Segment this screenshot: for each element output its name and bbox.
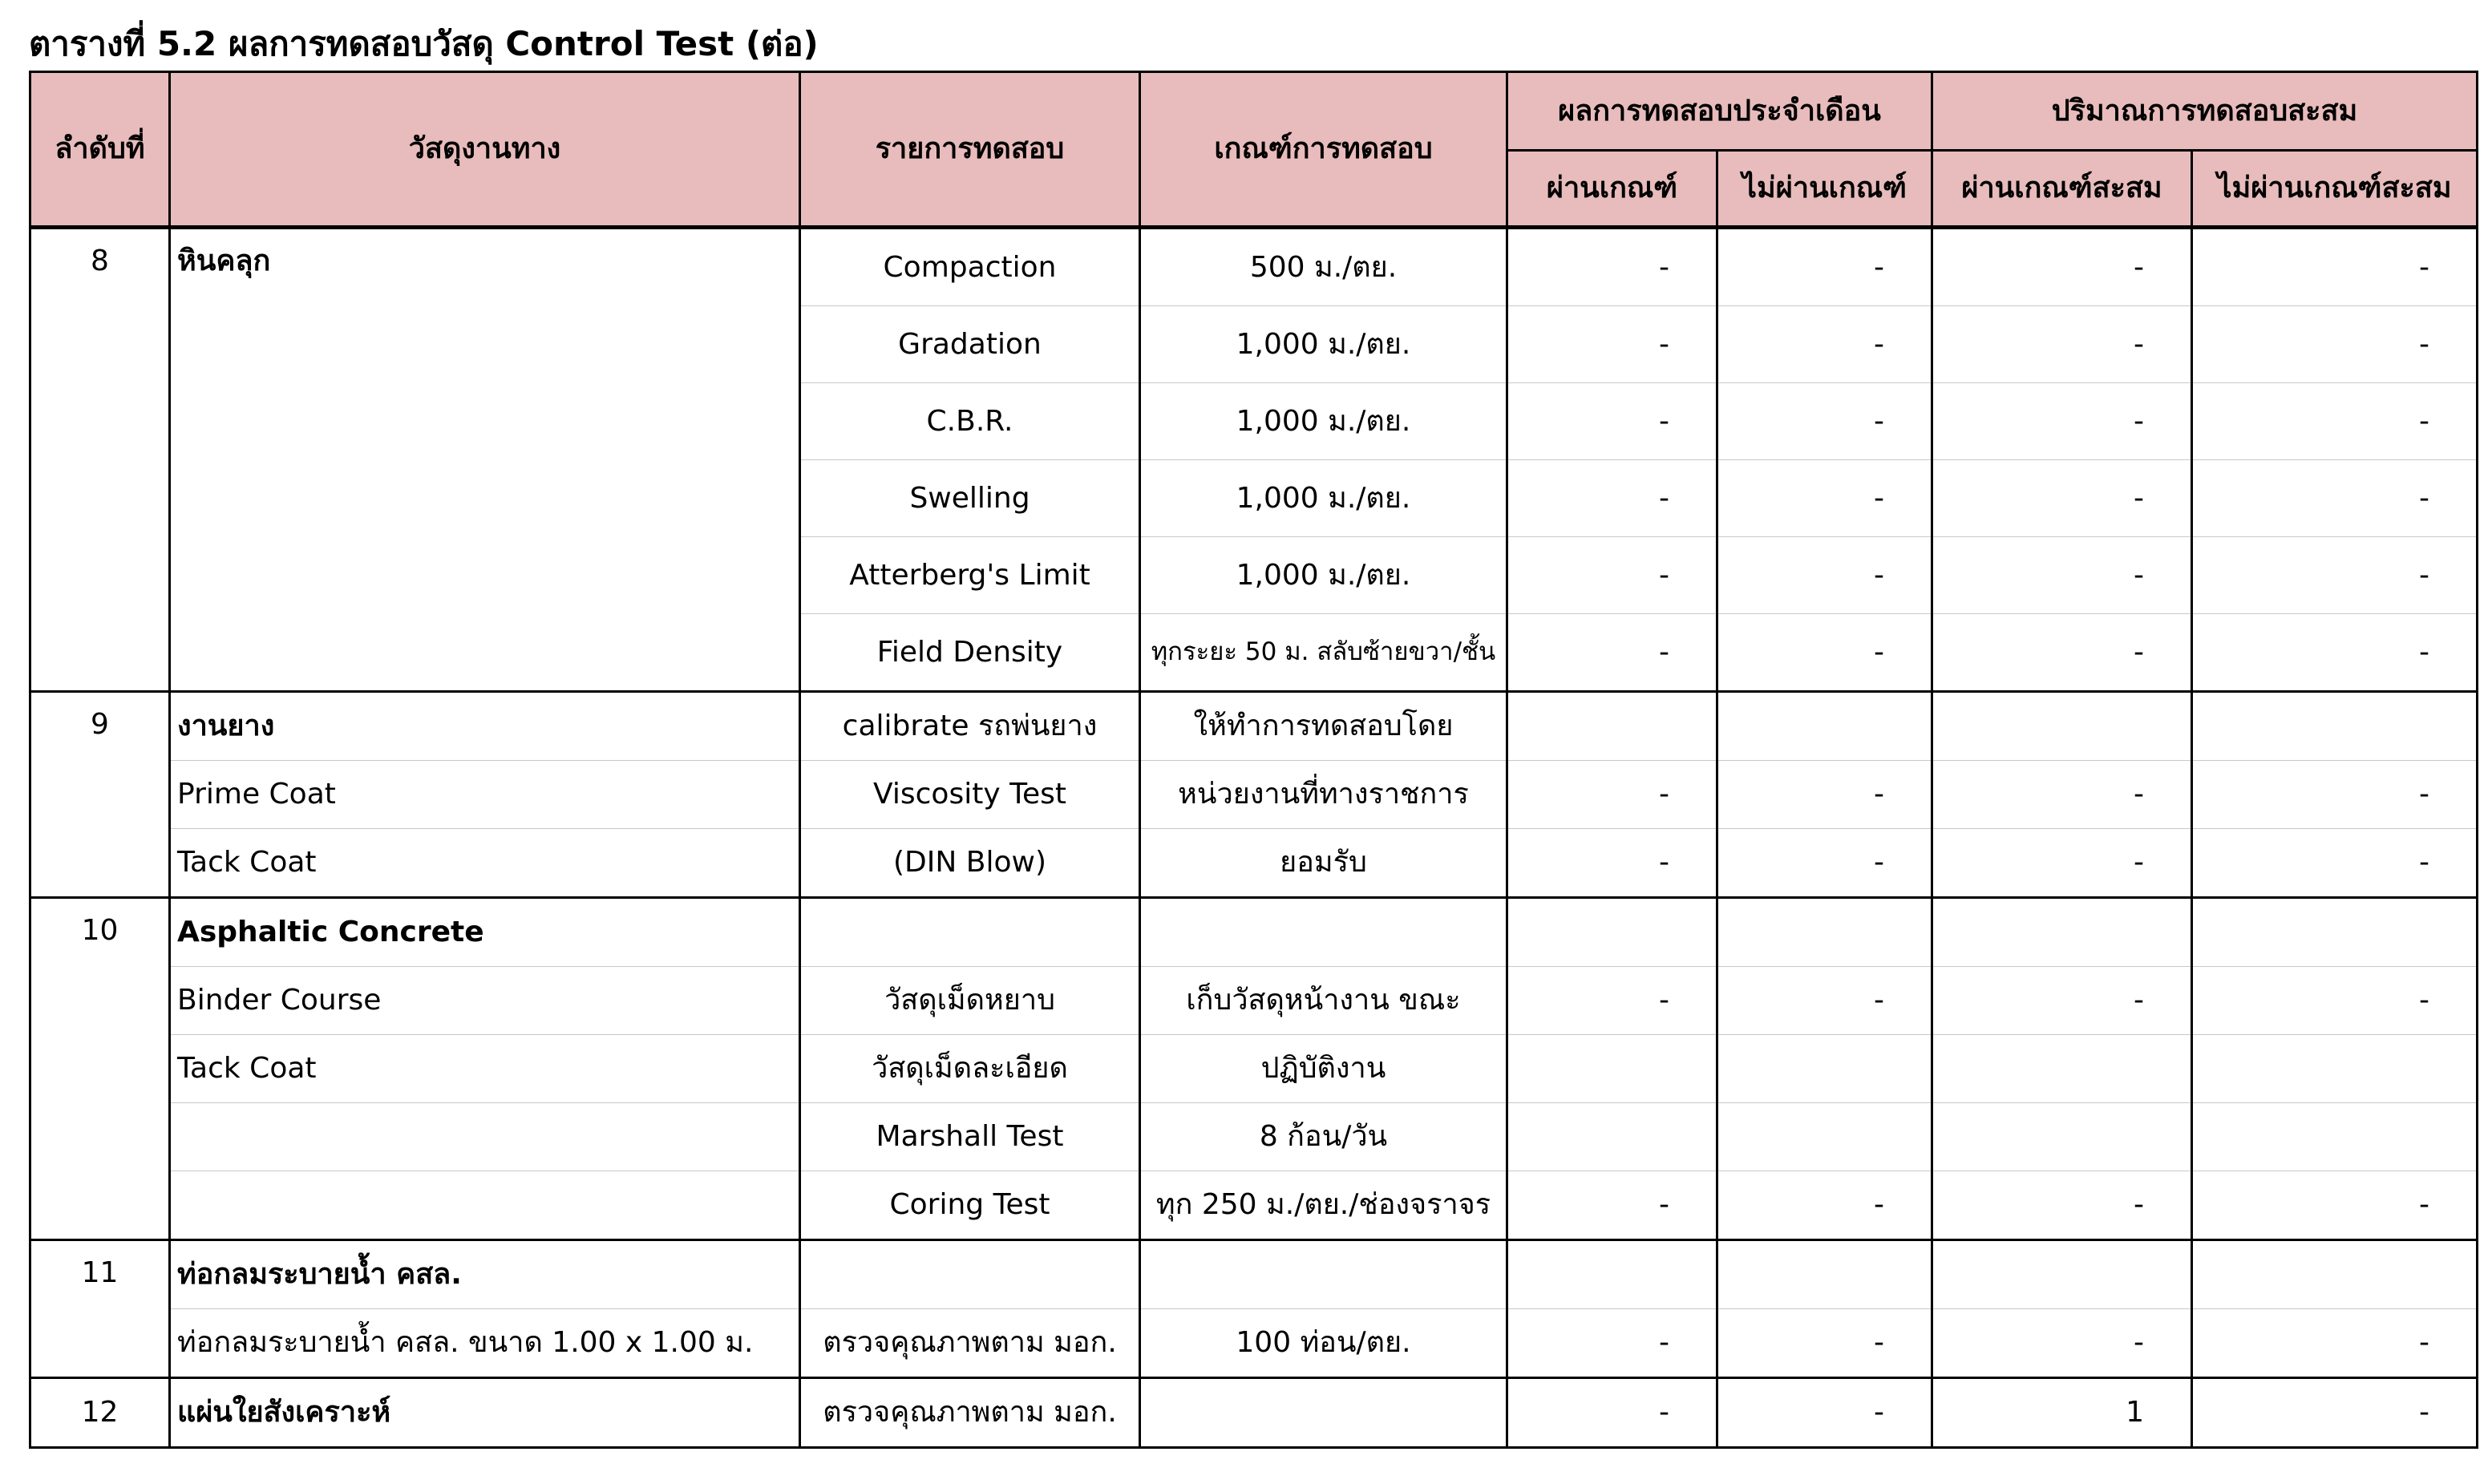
table-row — [30, 1309, 2478, 1378]
fail-cell — [1717, 1035, 1932, 1103]
pass-cum-cell: - — [1932, 383, 2192, 460]
fail-cell: - — [1717, 1378, 1932, 1448]
material-cell: Binder Course — [170, 967, 800, 1035]
pass-cum-cell — [1932, 1240, 2192, 1309]
table-title: ตารางที่ 5.2 ผลการทดสอบวัสดุ Control Test (ต่อ) — [29, 24, 819, 63]
pass-cum-cell: - — [1932, 614, 2192, 692]
criteria-cell: 1,000 ม./ตย. — [1140, 537, 1507, 614]
row-number: 10 — [30, 898, 170, 1240]
fail-cum-cell: - — [2192, 306, 2478, 383]
criteria-cell: ทุก 250 ม./ตย./ช่องจราจร — [1140, 1171, 1507, 1240]
pass-cum-cell — [1932, 692, 2192, 761]
criteria-cell: ให้ทำการทดสอบโดย — [1140, 692, 1507, 761]
header-criteria: เกณฑ์การทดสอบ — [1140, 72, 1507, 228]
material-cell: Tack Coat — [170, 1035, 800, 1103]
criteria-cell: ปฏิบัติงาน — [1140, 1035, 1507, 1103]
criteria-cell — [1140, 1240, 1507, 1309]
fail-cell: - — [1717, 1171, 1932, 1240]
pass-cum-cell — [1932, 1103, 2192, 1171]
table-row — [30, 1035, 2478, 1103]
material-cell: ท่อกลมระบายน้ำ คสล. — [170, 1240, 800, 1309]
fail-cell: - — [1717, 761, 1932, 829]
pass-cell: - — [1507, 460, 1717, 537]
fail-cell: - — [1717, 614, 1932, 692]
test-cell: วัสดุเม็ดหยาบ — [800, 967, 1140, 1035]
pass-cum-cell — [1932, 898, 2192, 967]
table-row — [30, 1240, 2478, 1309]
fail-cell — [1717, 1103, 1932, 1171]
fail-cum-cell — [2192, 692, 2478, 761]
material-cell: ท่อกลมระบายน้ำ คสล. ขนาด 1.00 x 1.00 ม. — [170, 1309, 800, 1378]
fail-cum-cell: - — [2192, 761, 2478, 829]
pass-cum-cell: 1 — [1932, 1378, 2192, 1448]
criteria-cell: เก็บวัสดุหน้างาน ขณะ — [1140, 967, 1507, 1035]
criteria-cell: 1,000 ม./ตย. — [1140, 306, 1507, 383]
pass-cell — [1507, 692, 1717, 761]
fail-cum-cell: - — [2192, 228, 2478, 306]
fail-cum-cell: - — [2192, 383, 2478, 460]
pass-cum-cell: - — [1932, 460, 2192, 537]
pass-cell — [1507, 1103, 1717, 1171]
fail-cell: - — [1717, 306, 1932, 383]
pass-cell: - — [1507, 614, 1717, 692]
fail-cum-cell: - — [2192, 614, 2478, 692]
pass-cell: - — [1507, 761, 1717, 829]
test-cell: Gradation — [800, 306, 1140, 383]
fail-cum-cell: - — [2192, 1309, 2478, 1378]
header-pass: ผ่านเกณฑ์ — [1507, 151, 1717, 228]
material-cell: งานยาง — [170, 692, 800, 761]
header-test: รายการทดสอบ — [800, 72, 1140, 228]
material-cell — [170, 1171, 800, 1240]
fail-cum-cell — [2192, 898, 2478, 967]
pass-cum-cell: - — [1932, 537, 2192, 614]
fail-cell — [1717, 692, 1932, 761]
pass-cell: - — [1507, 1171, 1717, 1240]
fail-cell: - — [1717, 460, 1932, 537]
test-cell — [800, 1240, 1140, 1309]
control-test-table — [29, 71, 2478, 1449]
pass-cum-cell: - — [1932, 761, 2192, 829]
header-no: ลำดับที่ — [30, 72, 170, 228]
row-number: 12 — [30, 1378, 170, 1448]
table-row — [30, 761, 2478, 829]
material-cell: Prime Coat — [170, 761, 800, 829]
fail-cell: - — [1717, 829, 1932, 898]
pass-cum-cell — [1932, 1035, 2192, 1103]
fail-cum-cell: - — [2192, 460, 2478, 537]
test-cell: Atterberg's Limit — [800, 537, 1140, 614]
table-row — [30, 1103, 2478, 1171]
fail-cell — [1717, 898, 1932, 967]
header-material: วัสดุงานทาง — [170, 72, 800, 228]
header-fail: ไม่ผ่านเกณฑ์ — [1717, 151, 1932, 228]
header-fail-cum: ไม่ผ่านเกณฑ์สะสม — [2192, 151, 2478, 228]
test-cell — [800, 898, 1140, 967]
criteria-cell: 500 ม./ตย. — [1140, 228, 1507, 306]
material-cell: แผ่นใยสังเคราะห์ — [170, 1378, 800, 1448]
criteria-cell: 1,000 ม./ตย. — [1140, 460, 1507, 537]
header-cumulative: ปริมาณการทดสอบสะสม — [1932, 72, 2478, 151]
test-cell: Field Density — [800, 614, 1140, 692]
material-cell: หินคลุก — [170, 228, 800, 692]
criteria-cell: ยอมรับ — [1140, 829, 1507, 898]
material-cell — [170, 1103, 800, 1171]
fail-cum-cell: - — [2192, 967, 2478, 1035]
pass-cell: - — [1507, 228, 1717, 306]
test-cell: C.B.R. — [800, 383, 1140, 460]
table-row — [30, 829, 2478, 898]
fail-cum-cell: - — [2192, 1378, 2478, 1448]
fail-cum-cell: - — [2192, 537, 2478, 614]
row-number: 9 — [30, 692, 170, 898]
fail-cell — [1717, 1240, 1932, 1309]
pass-cum-cell: - — [1932, 228, 2192, 306]
test-cell: Compaction — [800, 228, 1140, 306]
criteria-cell: 1,000 ม./ตย. — [1140, 383, 1507, 460]
fail-cum-cell: - — [2192, 829, 2478, 898]
pass-cell — [1507, 1240, 1717, 1309]
row-number: 8 — [30, 228, 170, 692]
fail-cell: - — [1717, 967, 1932, 1035]
fail-cell: - — [1717, 383, 1932, 460]
table-row — [30, 228, 2478, 306]
criteria-cell: 8 ก้อน/วัน — [1140, 1103, 1507, 1171]
table-row — [30, 967, 2478, 1035]
pass-cum-cell: - — [1932, 306, 2192, 383]
pass-cell: - — [1507, 1378, 1717, 1448]
table-row — [30, 1171, 2478, 1240]
pass-cum-cell: - — [1932, 829, 2192, 898]
pass-cell — [1507, 1035, 1717, 1103]
test-cell: Marshall Test — [800, 1103, 1140, 1171]
fail-cell: - — [1717, 537, 1932, 614]
test-cell: Coring Test — [800, 1171, 1140, 1240]
pass-cum-cell: - — [1932, 1309, 2192, 1378]
test-cell: ตรวจคุณภาพตาม มอก. — [800, 1309, 1140, 1378]
criteria-cell — [1140, 898, 1507, 967]
test-cell: (DIN Blow) — [800, 829, 1140, 898]
fail-cell: - — [1717, 1309, 1932, 1378]
test-cell: Swelling — [800, 460, 1140, 537]
pass-cell: - — [1507, 967, 1717, 1035]
pass-cell: - — [1507, 1309, 1717, 1378]
row-number: 11 — [30, 1240, 170, 1378]
criteria-cell: 100 ท่อน/ตย. — [1140, 1309, 1507, 1378]
pass-cum-cell: - — [1932, 967, 2192, 1035]
test-cell: calibrate รถพ่นยาง — [800, 692, 1140, 761]
fail-cum-cell — [2192, 1035, 2478, 1103]
fail-cell: - — [1717, 228, 1932, 306]
test-cell: วัสดุเม็ดละเอียด — [800, 1035, 1140, 1103]
pass-cell: - — [1507, 829, 1717, 898]
pass-cell: - — [1507, 537, 1717, 614]
pass-cell: - — [1507, 383, 1717, 460]
material-cell: Asphaltic Concrete — [170, 898, 800, 967]
test-cell: ตรวจคุณภาพตาม มอก. — [800, 1378, 1140, 1448]
test-cell: Viscosity Test — [800, 761, 1140, 829]
criteria-cell — [1140, 1378, 1507, 1448]
material-cell: Tack Coat — [170, 829, 800, 898]
criteria-cell: ทุกระยะ 50 ม. สลับซ้ายขวา/ชั้น — [1140, 614, 1507, 692]
pass-cum-cell: - — [1932, 1171, 2192, 1240]
criteria-cell: หน่วยงานที่ทางราชการ — [1140, 761, 1507, 829]
fail-cum-cell — [2192, 1103, 2478, 1171]
header-monthly: ผลการทดสอบประจำเดือน — [1507, 72, 1932, 151]
table-row — [30, 1378, 2478, 1448]
header-pass-cum: ผ่านเกณฑ์สะสม — [1932, 151, 2192, 228]
fail-cum-cell — [2192, 1240, 2478, 1309]
table-row — [30, 692, 2478, 761]
pass-cell: - — [1507, 306, 1717, 383]
table-row — [30, 898, 2478, 967]
pass-cell — [1507, 898, 1717, 967]
fail-cum-cell: - — [2192, 1171, 2478, 1240]
